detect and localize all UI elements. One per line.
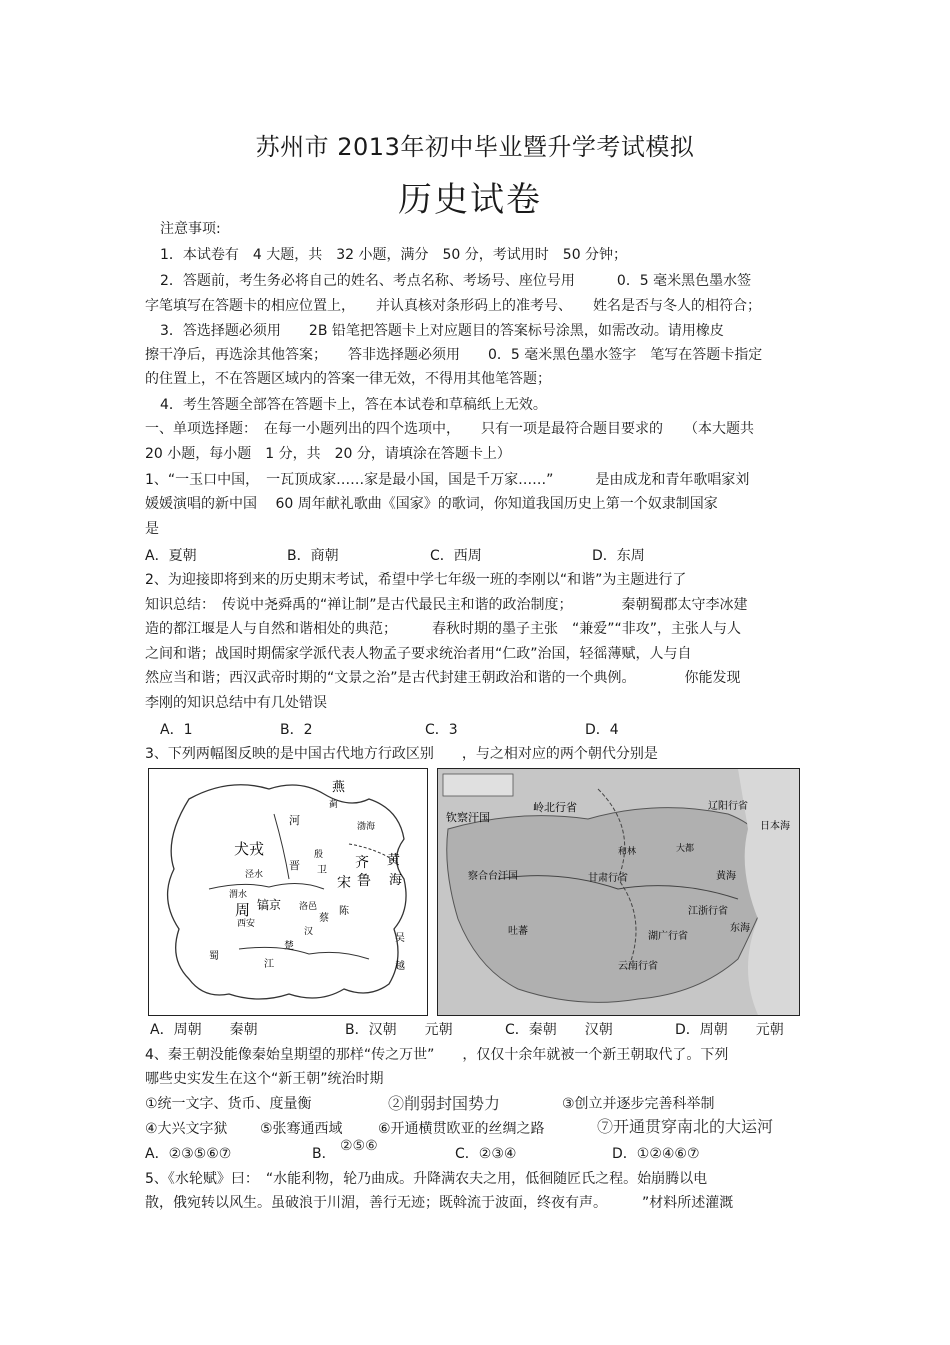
map1-label-ji: 蓟 [329, 800, 339, 810]
map1-label-cai: 蔡 [319, 913, 329, 924]
q4-choice-b: B． [312, 1146, 336, 1162]
zhou-map-svg [149, 769, 427, 1015]
q3-option-a: A．周朝 秦朝 [150, 1022, 258, 1038]
map2-label-donghai: 东海 [730, 923, 750, 934]
q3-option-d: D．周朝 元朝 [675, 1022, 784, 1038]
q3-option-c: C．秦朝 汉朝 [505, 1022, 613, 1038]
map1-label-jiang: 江 [264, 959, 274, 970]
q1-option-d: D．东周 [592, 548, 645, 564]
map1-label-jingshui: 泾水 [245, 870, 264, 880]
notice-heading: 注意事项: [160, 221, 221, 237]
q2-line-1: 2、为迎接即将到来的历史期末考试，希望中学七年级一班的李刚以“和谐”为主题进行了 [145, 572, 687, 588]
yuan-map-svg [438, 769, 799, 1015]
map1-label-wei: 卫 [317, 865, 327, 876]
map2-label-ribenhai: 日本海 [760, 821, 790, 832]
q3-option-b: B．汉朝 元朝 [345, 1022, 453, 1038]
map2-label-gansu: 甘肃行省 [588, 873, 628, 884]
notice-item-1: 1．本试卷有 4 大题，共 32 小题，满分 50 分，考试用时 50 分钟； [160, 247, 628, 263]
map1-label-he: 河 [289, 814, 300, 827]
zhou-map [148, 768, 428, 1016]
notice-item-3-line-1: 3．答选择题必须用 2B 铅笔把答题卡上对应题目的答案标号涂黑，如需改动。请用橡皮 [160, 323, 724, 339]
section-1-line-2: 20 小题，每小题 1 分，共 20 分，请填涂在答题卡上） [145, 446, 511, 462]
map1-label-haojing: 镐京 [257, 898, 282, 912]
q2-option-c: C．3 [425, 722, 458, 738]
notice-item-4: 4．考生答题全部答在答题卡上，答在本试卷和草稿纸上无效。 [160, 397, 547, 413]
q4-line-2: 哪些史实发生在这个“新王朝”统治时期 [145, 1071, 384, 1087]
map1-label-yan: 燕 [332, 780, 346, 795]
page-title: 苏州市 2013年初中毕业暨升学考试模拟 [255, 133, 695, 161]
q2-option-d: D．4 [585, 722, 619, 738]
q1-option-c: C．西周 [430, 548, 482, 564]
q4-choice-b-handwritten: ②⑤⑥ [340, 1138, 378, 1154]
map2-label-liaoyang: 辽阳行省 [708, 801, 748, 812]
q1-line-1: 1、“一玉口中国， 一瓦顶成家……家是最小国，国是千万家……” 是由成龙和青年歌唱家刘 [145, 472, 750, 488]
map1-label-xian: 西安 [237, 919, 256, 929]
map1-label-hai: 海 [389, 873, 403, 888]
map1-label-weishui: 渭水 [229, 890, 248, 900]
map1-label-qi: 齐 [355, 855, 369, 871]
map1-label-bohai: 渤海 [357, 822, 376, 832]
map1-label-song: 宋 [337, 875, 351, 891]
map1-label-zhou: 周 [235, 901, 251, 919]
q2-line-6: 李刚的知识总结中有几处错误 [145, 695, 327, 711]
q1-option-a: A．夏朝 [145, 548, 197, 564]
notice-item-2-line-1: 2．答题前，考生务必将自己的姓名、考点名称、考场号、座位号用 0．5 毫米黑色墨水签 [160, 273, 752, 289]
map2-label-jiangzhe: 江浙行省 [688, 906, 728, 917]
map1-label-jin: 晋 [289, 859, 300, 872]
map1-label-huang: 黄 [387, 853, 401, 868]
q5-line-2: 散，俄宛转以风生。虽破浪于川湄，善行无迹；既斡流于波面，终夜有声。 ”材料所述灌溉 [145, 1195, 734, 1211]
q2-line-5: 然应当和谐；西汉武帝时期的“文景之治”是古代封建王朝政治和谐的一个典例。 你能发现 [145, 670, 741, 686]
notice-item-3-line-3: 的住置上，不在答题区域内的答案一律无效，不得用其他笔答题； [145, 371, 551, 387]
map2-label-tubo: 吐蕃 [508, 926, 528, 937]
map2-label-lingbei: 岭北行省 [533, 801, 577, 814]
q2-line-3: 造的都江堰是人与自然和谐相处的典范； 春秋时期的墨子主张 “兼爱”“非攻”，主张人与人 [145, 621, 742, 637]
q2-option-b: B．2 [280, 722, 313, 738]
map1-label-yue: 越 [395, 961, 405, 972]
q2-line-2: 知识总结： 传说中尧舜禹的“禅让制”是古代最民主和谐的政治制度； 秦朝蜀郡太守李冰建 [145, 597, 748, 613]
map1-label-shu: 蜀 [209, 951, 219, 962]
q4-statement-2: ②削弱封国势力 [388, 1094, 501, 1113]
map2-label-chagatai: 察合台汗国 [468, 871, 518, 882]
q4-line-1: 4、秦王朝没能像秦始皇期望的那样“传之万世” ，仅仅十余年就被一个新王朝取代了。下列 [145, 1047, 729, 1063]
q5-line-1: 5、《水轮赋》曰： “水能利物，轮乃曲成。升降满农夫之用，低徊随匠氏之程。始崩腾以电 [145, 1171, 708, 1187]
q4-choice-d: D．①②④⑥⑦ [612, 1146, 700, 1162]
map2-label-huanghai: 黄海 [716, 871, 736, 882]
q4-statement-6: ⑥开通横贯欧亚的丝绸之路 [378, 1121, 545, 1137]
map1-label-yin: 殷 [314, 850, 324, 860]
map1-label-lu: 鲁 [357, 873, 371, 889]
q4-statement-7: ⑦开通贯穿南北的大运河 [597, 1117, 774, 1136]
notice-item-3-line-2: 擦干净后，再选涂其他答案； 答非选择题必须用 0．5 毫米黑色墨水签字 笔写在答题卡指定 [145, 347, 763, 363]
q4-choice-c: C．②③④ [455, 1146, 517, 1162]
map1-label-chu: 楚 [284, 941, 294, 952]
q4-statement-3: ③创立并逐步完善科举制 [562, 1096, 715, 1112]
page-subtitle: 历史试卷 [398, 180, 542, 220]
q4-statement-5: ⑤张骞通西域 [260, 1121, 343, 1137]
section-1-line-1: 一、单项选择题： 在每一小题列出的四个选项中， 只有一项是最符合题目要求的 （本大题共 [145, 421, 754, 437]
yuan-map [437, 768, 800, 1016]
q1-line-2: 媛媛演唱的新中国 60 周年献礼歌曲《国家》的歌词，你知道我国历史上第一个奴隶制国家 [145, 496, 718, 512]
q4-choice-a: A．②③⑤⑥⑦ [145, 1146, 232, 1162]
q1-line-3: 是 [145, 521, 159, 537]
q4-statement-1: ①统一文字、货币、度量衡 [145, 1096, 312, 1112]
map2-label-dadu: 大都 [676, 844, 695, 854]
q2-option-a: A．1 [160, 722, 193, 738]
q2-line-4: 之间和谐；战国时期儒家学派代表人物孟子要求统治者用“仁政”治国，轻徭薄赋，人与自 [145, 646, 692, 662]
map1-label-luoyi: 洛邑 [299, 902, 318, 912]
q1-option-b: B．商朝 [287, 548, 339, 564]
map1-label-chen: 陈 [339, 906, 349, 917]
map2-label-huguang: 湖广行省 [648, 931, 688, 942]
map1-label-wu: 吴 [395, 933, 405, 944]
map1-label-quanrong: 犬戎 [234, 840, 265, 858]
q3-line-1: 3、下列两幅图反映的是中国古代地方行政区别 ，与之相对应的两个朝代分别是 [145, 746, 658, 762]
map1-label-han: 汉 [304, 927, 314, 937]
notice-item-2-line-2: 字笔填写在答题卡的相应位置上， 并认真核对条形码上的准考号、 姓名是否与冬人的相符合； [145, 298, 761, 314]
map2-label-qincha: 钦察汗国 [446, 811, 490, 824]
map2-label-helin: 和林 [618, 847, 637, 857]
q4-statement-4: ④大兴文字狱 [145, 1121, 228, 1137]
map2-label-yunnan: 云南行省 [618, 961, 658, 972]
